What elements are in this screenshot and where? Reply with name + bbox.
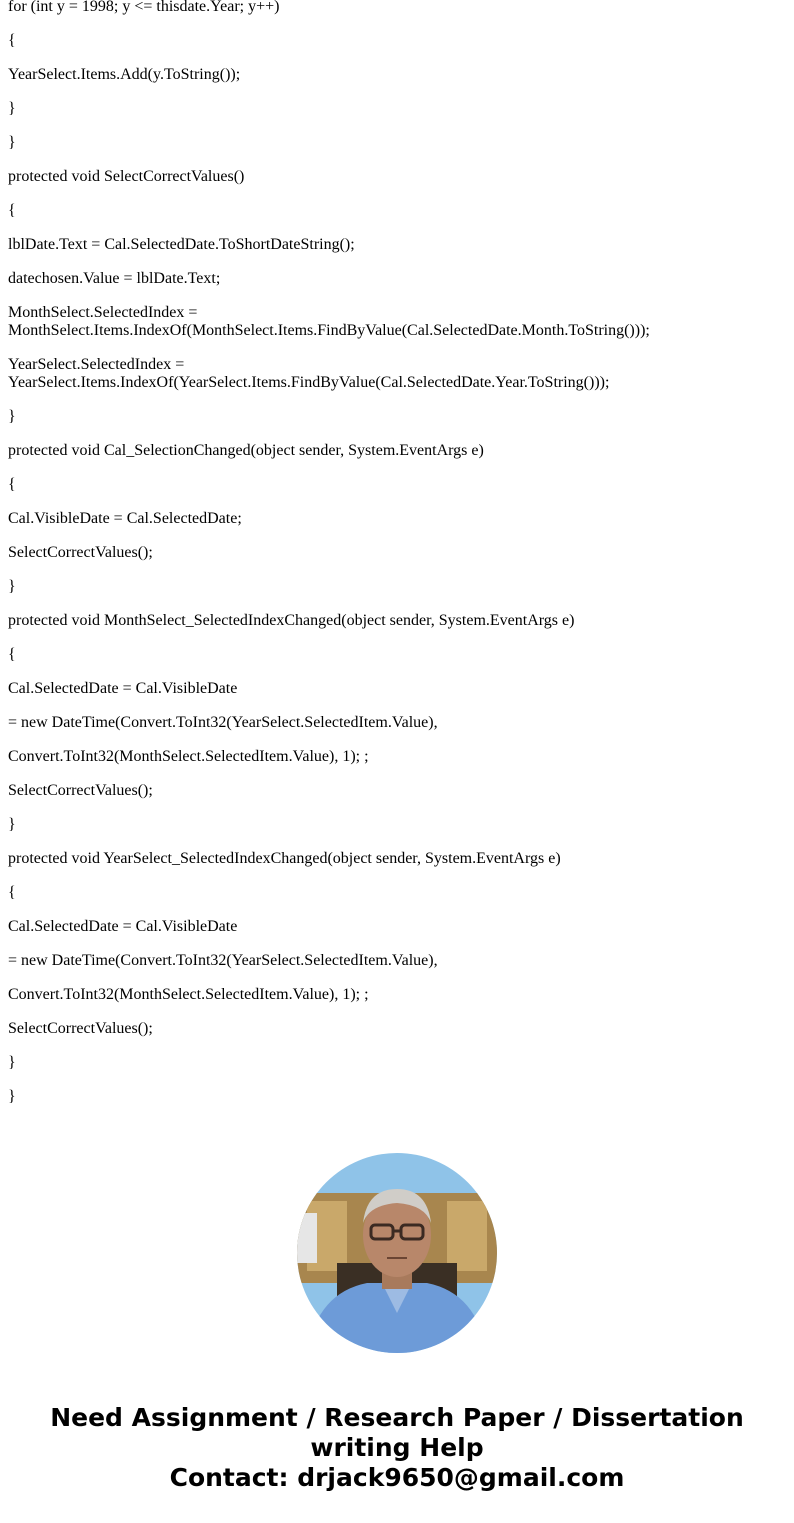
- code-line: YearSelect.SelectedIndex = YearSelect.Items.IndexOf(YearSelect.Items.FindByValue(Cal.SelectedDate.Year.ToString()));: [8, 356, 610, 391]
- code-line: Convert.ToInt32(MonthSelect.SelectedItem.Value), 1); ;: [8, 748, 369, 765]
- code-line: }: [8, 1088, 16, 1105]
- promo-banner: [0, 1403, 794, 1493]
- code-line: {: [8, 646, 16, 663]
- author-avatar: [297, 1153, 497, 1353]
- code-line: protected void Cal_SelectionChanged(object sender, System.EventArgs e): [8, 442, 484, 459]
- code-line: protected void YearSelect_SelectedIndexChanged(object sender, System.EventArgs e): [8, 850, 561, 867]
- code-line: }: [8, 578, 16, 595]
- code-line: }: [8, 816, 16, 833]
- code-line: }: [8, 134, 16, 151]
- code-line: protected void SelectCorrectValues(): [8, 168, 245, 185]
- code-line: {: [8, 884, 16, 901]
- promo-contact: Contact: drjack9650@gmail.com: [169, 1463, 625, 1492]
- code-line: SelectCorrectValues();: [8, 544, 153, 561]
- code-line: }: [8, 100, 16, 117]
- code-line: Cal.VisibleDate = Cal.SelectedDate;: [8, 510, 242, 527]
- code-line: }: [8, 1054, 16, 1071]
- code-line: Convert.ToInt32(MonthSelect.SelectedItem.Value), 1); ;: [8, 986, 369, 1003]
- code-line: SelectCorrectValues();: [8, 782, 153, 799]
- code-line: = new DateTime(Convert.ToInt32(YearSelect.SelectedItem.Value),: [8, 714, 438, 731]
- code-line: = new DateTime(Convert.ToInt32(YearSelect.SelectedItem.Value),: [8, 952, 438, 969]
- code-line: }: [8, 408, 16, 425]
- code-line: {: [8, 476, 16, 493]
- code-line: SelectCorrectValues();: [8, 1020, 153, 1037]
- promo-line-2: writing Help: [310, 1433, 484, 1462]
- code-line: lblDate.Text = Cal.SelectedDate.ToShortDateString();: [8, 236, 355, 253]
- code-line: {: [8, 202, 16, 219]
- code-line: MonthSelect.SelectedIndex = MonthSelect.Items.IndexOf(MonthSelect.Items.FindByValue(Cal.SelectedDate.Month.ToString()));: [8, 304, 650, 339]
- code-line: Cal.SelectedDate = Cal.VisibleDate: [8, 680, 238, 697]
- person-photo-icon: [297, 1153, 497, 1353]
- code-line: {: [8, 32, 16, 49]
- code-line: YearSelect.Items.Add(y.ToString());: [8, 66, 241, 83]
- code-line: Cal.SelectedDate = Cal.VisibleDate: [8, 918, 238, 935]
- code-line: protected void MonthSelect_SelectedIndexChanged(object sender, System.EventArgs e): [8, 612, 575, 629]
- code-line: for (int y = 1998; y <= thisdate.Year; y++): [8, 0, 280, 15]
- promo-line-1: Need Assignment / Research Paper / Dissertation: [50, 1403, 744, 1432]
- code-line: datechosen.Value = lblDate.Text;: [8, 270, 221, 287]
- code-listing: [8, 0, 788, 1122]
